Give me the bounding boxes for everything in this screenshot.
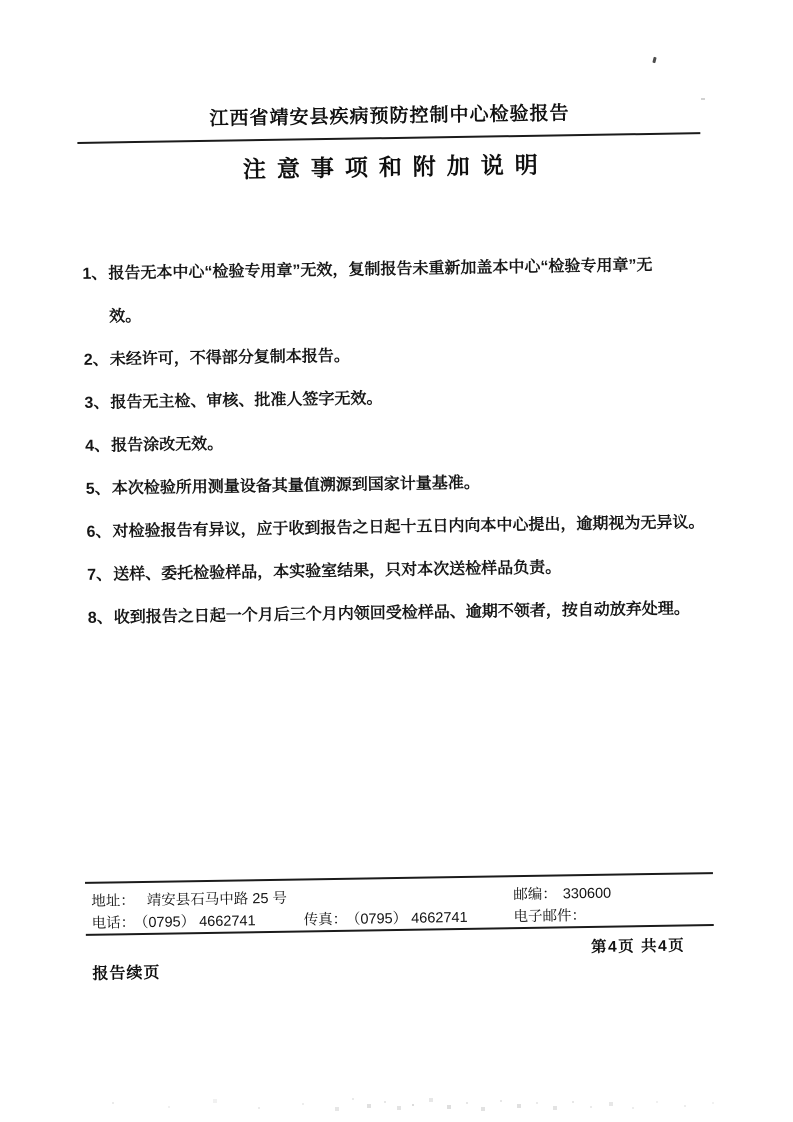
postcode-value: 330600 — [562, 885, 612, 903]
note-text: 未经许可，不得部分复制本报告。 — [109, 347, 350, 369]
header-divider — [77, 132, 700, 144]
address-value: 靖安县石马中路 25 号 — [146, 890, 288, 909]
note-text: 报告无主检、审核、批准人签字无效。 — [110, 390, 383, 412]
page-number: 第4页 共4页 — [590, 937, 686, 956]
notes-list — [82, 243, 713, 640]
note-number: 8、 — [87, 609, 113, 627]
address-label: 地址： — [91, 893, 135, 910]
address-field — [91, 887, 287, 911]
email-label: 电子邮件： — [513, 908, 587, 926]
note-text: 收到报告之日起一个月后三个月内领回受检样品、逾期不领者，按自动放弃处理。 — [113, 600, 690, 627]
section-title: 注意事项和附加说明 — [242, 151, 549, 183]
postcode-label: 邮编： — [513, 886, 557, 904]
note-number: 1、 — [82, 265, 108, 283]
note-text-continued: 效。 — [108, 307, 142, 326]
note-number: 3、 — [84, 394, 110, 412]
postcode-field — [513, 882, 611, 905]
phone-field — [91, 909, 255, 933]
note-number: 4、 — [85, 437, 111, 455]
note-number: 6、 — [86, 523, 112, 541]
email-field — [513, 904, 592, 926]
fax-label: 传真： — [303, 911, 348, 929]
note-text: 送样、委托检验样品，本实验室结果，只对本次送检样品负责。 — [113, 559, 562, 584]
footer-contact-block — [85, 872, 714, 936]
fax-field — [303, 906, 467, 930]
scan-noise-band — [0, 1092, 2, 1094]
report-continued-label: 报告续页 — [92, 964, 161, 983]
note-item-1 — [82, 243, 708, 339]
note-text: 报告无本中心“检验专用章”无效，复制报告未重新加盖本中心“检验专用章”无 — [108, 256, 653, 283]
footer-rows — [85, 874, 714, 934]
note-item-8 — [88, 587, 714, 640]
note-text: 本次检验所用测量设备其量值溯源到国家计量基准。 — [111, 474, 480, 498]
fax-value: （0795） 4662741 — [353, 909, 468, 928]
scan-speck — [701, 98, 705, 100]
note-number: 2、 — [83, 351, 109, 369]
phone-label: 电话： — [91, 915, 136, 932]
note-number: 5、 — [85, 480, 111, 498]
note-text: 报告涂改无效。 — [111, 435, 224, 455]
report-title: 江西省靖安县疾病预防控制中心检验报告 — [209, 103, 570, 130]
note-text: 对检验报告有异议，应于收到报告之日起十五日内向本中心提出，逾期视为无异议。 — [112, 514, 705, 541]
note-number: 7、 — [87, 566, 113, 584]
phone-value: （0795） 4662741 — [141, 913, 256, 932]
